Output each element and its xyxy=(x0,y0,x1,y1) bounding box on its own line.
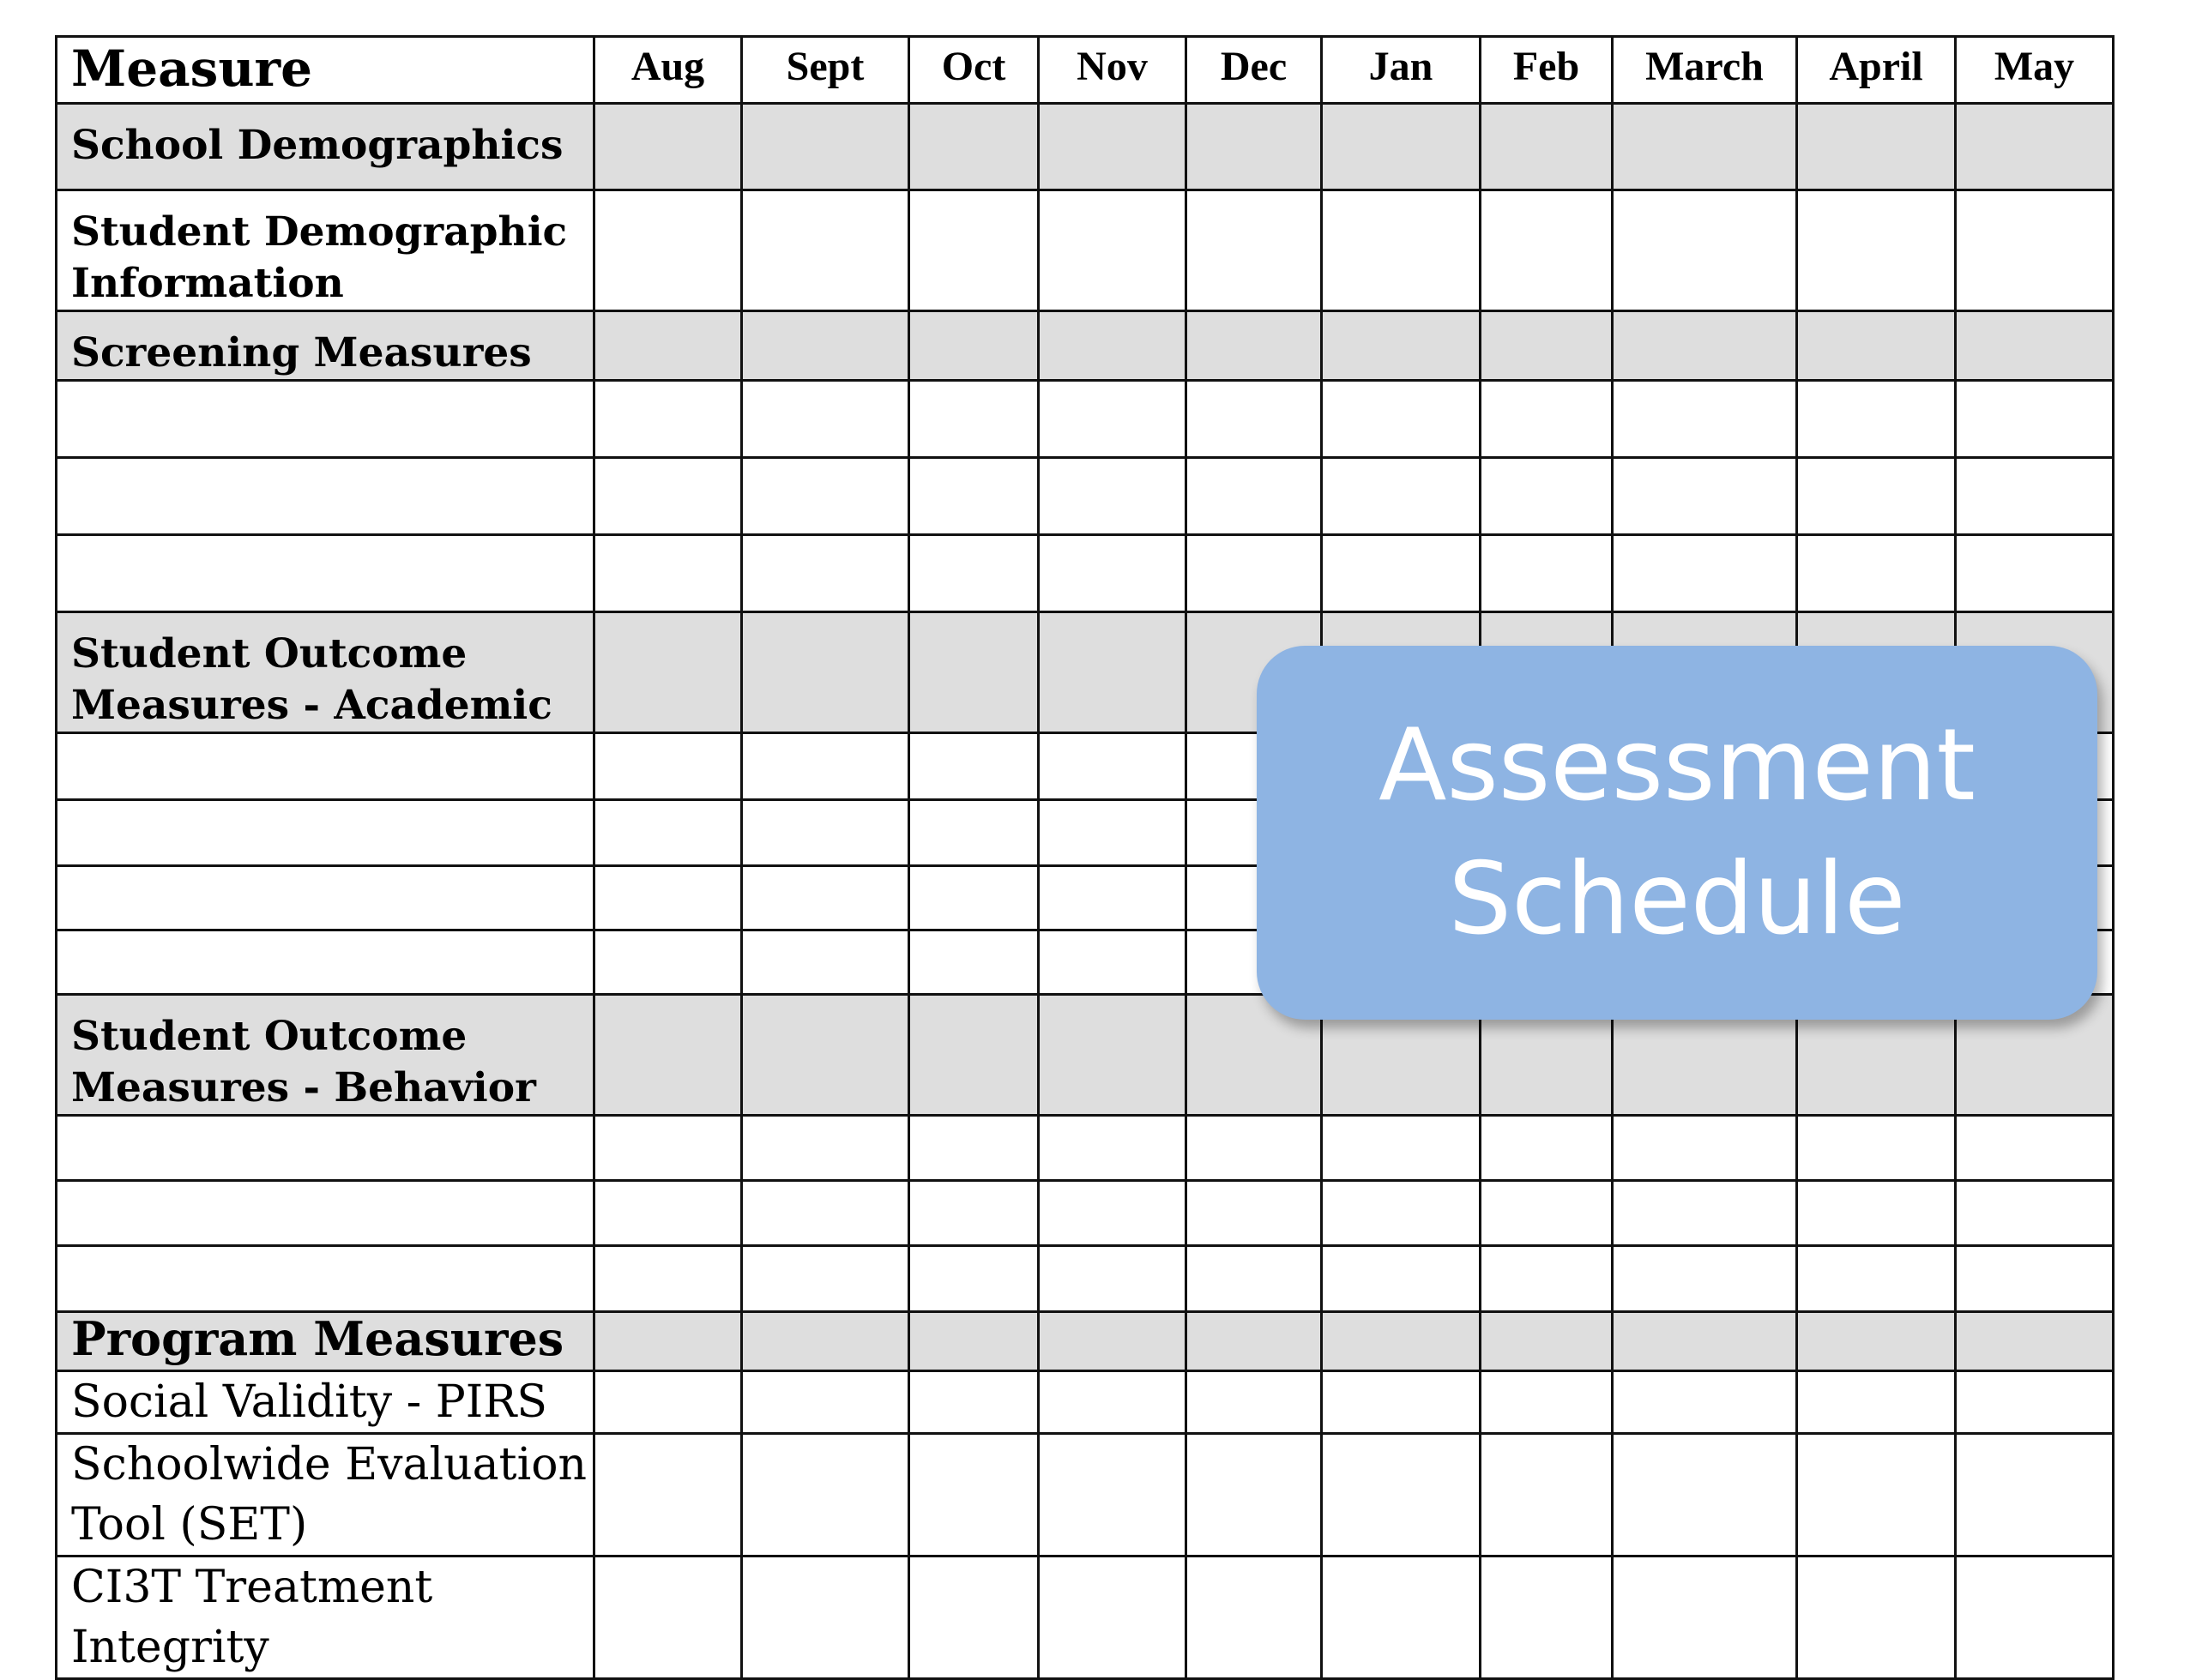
schedule-cell xyxy=(1613,1371,1797,1434)
schedule-cell xyxy=(1797,190,1956,311)
schedule-cell xyxy=(909,311,1039,381)
schedule-cell xyxy=(594,733,742,800)
schedule-cell xyxy=(1613,1246,1797,1312)
schedule-cell xyxy=(1186,104,1322,190)
measure-label: Social Validity - PIRS xyxy=(71,1376,548,1428)
schedule-cell xyxy=(742,800,909,866)
schedule-cell xyxy=(1322,311,1481,381)
schedule-cell xyxy=(1797,104,1956,190)
month-header: Jan xyxy=(1322,37,1481,104)
schedule-cell xyxy=(1613,1434,1797,1557)
schedule-cell xyxy=(1956,311,2114,381)
schedule-cell xyxy=(742,1116,909,1181)
measure-cell xyxy=(57,311,594,381)
schedule-cell xyxy=(594,800,742,866)
schedule-cell xyxy=(909,733,1039,800)
schedule-cell xyxy=(1956,1181,2114,1246)
schedule-cell xyxy=(1481,458,1613,535)
schedule-cell xyxy=(1039,381,1186,458)
schedule-cell xyxy=(594,1181,742,1246)
schedule-cell xyxy=(1039,458,1186,535)
schedule-cell xyxy=(909,458,1039,535)
blank-row xyxy=(57,458,2114,535)
schedule-cell xyxy=(1613,535,1797,612)
schedule-cell xyxy=(1481,1371,1613,1434)
schedule-cell xyxy=(1039,535,1186,612)
measure-cell xyxy=(57,104,594,190)
schedule-cell xyxy=(1186,1312,1322,1371)
schedule-cell xyxy=(742,733,909,800)
measure-cell xyxy=(57,866,594,930)
schedule-cell xyxy=(1186,1116,1322,1181)
schedule-cell xyxy=(1956,535,2114,612)
measure-cell xyxy=(57,1312,594,1371)
schedule-cell xyxy=(1186,1181,1322,1246)
measure-row xyxy=(57,190,2114,311)
measure-label: Program Measures xyxy=(71,1311,564,1366)
schedule-cell xyxy=(742,1371,909,1434)
schedule-cell xyxy=(1322,458,1481,535)
measure-label: Measures - Academic xyxy=(71,682,552,729)
schedule-cell xyxy=(1481,1246,1613,1312)
measure-cell xyxy=(57,930,594,995)
schedule-cell xyxy=(1039,995,1186,1116)
header-row xyxy=(57,37,2114,104)
schedule-cell xyxy=(1186,1434,1322,1557)
schedule-cell xyxy=(909,381,1039,458)
measure-label: Measures - Behavior xyxy=(71,1064,536,1111)
section-row xyxy=(57,104,2114,190)
schedule-cell xyxy=(1039,1312,1186,1371)
measure-column-header: Measure xyxy=(57,37,594,104)
blank-row xyxy=(57,1116,2114,1181)
schedule-cell xyxy=(1797,381,1956,458)
schedule-cell xyxy=(1039,190,1186,311)
schedule-cell xyxy=(1481,1312,1613,1371)
schedule-cell xyxy=(1956,458,2114,535)
schedule-cell xyxy=(1613,311,1797,381)
schedule-cell xyxy=(1039,1434,1186,1557)
schedule-cell xyxy=(742,1557,909,1679)
schedule-cell xyxy=(594,1434,742,1557)
schedule-cell xyxy=(594,866,742,930)
schedule-cell xyxy=(742,1181,909,1246)
schedule-cell xyxy=(1956,190,2114,311)
callout-title xyxy=(1379,699,1976,966)
schedule-cell xyxy=(1039,1371,1186,1434)
schedule-cell xyxy=(1481,381,1613,458)
schedule-cell xyxy=(909,1116,1039,1181)
schedule-cell xyxy=(909,995,1039,1116)
month-header: March xyxy=(1613,37,1797,104)
schedule-cell xyxy=(1039,612,1186,733)
schedule-cell xyxy=(1186,1371,1322,1434)
schedule-cell xyxy=(742,535,909,612)
schedule-cell xyxy=(1613,1116,1797,1181)
schedule-cell xyxy=(1322,1371,1481,1434)
month-header: Nov xyxy=(1039,37,1186,104)
schedule-cell xyxy=(1956,381,2114,458)
section-row xyxy=(57,1312,2114,1371)
schedule-cell xyxy=(742,1246,909,1312)
blank-row xyxy=(57,381,2114,458)
schedule-cell xyxy=(742,995,909,1116)
schedule-cell xyxy=(1797,1371,1956,1434)
schedule-cell xyxy=(1481,1181,1613,1246)
schedule-cell xyxy=(1186,190,1322,311)
schedule-cell xyxy=(909,190,1039,311)
month-header: Oct xyxy=(909,37,1039,104)
schedule-cell xyxy=(1186,1557,1322,1679)
schedule-cell xyxy=(1322,1434,1481,1557)
schedule-cell xyxy=(1956,1557,2114,1679)
schedule-cell xyxy=(1481,311,1613,381)
measure-cell xyxy=(57,190,594,311)
schedule-cell xyxy=(1039,930,1186,995)
schedule-cell xyxy=(1797,535,1956,612)
month-header: Feb xyxy=(1481,37,1613,104)
schedule-cell xyxy=(1039,104,1186,190)
schedule-cell xyxy=(909,1557,1039,1679)
schedule-cell xyxy=(1797,1312,1956,1371)
schedule-cell xyxy=(594,1557,742,1679)
schedule-cell xyxy=(1613,1557,1797,1679)
schedule-cell xyxy=(909,104,1039,190)
schedule-cell xyxy=(594,535,742,612)
schedule-cell xyxy=(1322,1181,1481,1246)
blank-row xyxy=(57,1246,2114,1312)
schedule-cell xyxy=(1322,190,1481,311)
schedule-cell xyxy=(1797,1246,1956,1312)
month-header: Aug xyxy=(594,37,742,104)
month-header: April xyxy=(1797,37,1956,104)
schedule-cell xyxy=(1956,1312,2114,1371)
schedule-cell xyxy=(742,381,909,458)
measure-label: Integrity xyxy=(71,1622,269,1673)
measure-cell xyxy=(57,1434,594,1557)
schedule-cell xyxy=(594,1371,742,1434)
schedule-cell xyxy=(1322,104,1481,190)
schedule-cell xyxy=(1186,381,1322,458)
schedule-cell xyxy=(909,930,1039,995)
schedule-cell xyxy=(742,866,909,930)
schedule-cell xyxy=(1039,866,1186,930)
schedule-cell xyxy=(909,1434,1039,1557)
measure-cell xyxy=(57,612,594,733)
schedule-cell xyxy=(909,535,1039,612)
measure-cell xyxy=(57,733,594,800)
schedule-cell xyxy=(742,458,909,535)
measure-cell xyxy=(57,535,594,612)
measure-label: Student Demographic xyxy=(71,208,568,256)
schedule-cell xyxy=(1797,1181,1956,1246)
schedule-cell xyxy=(909,866,1039,930)
measure-cell xyxy=(57,800,594,866)
schedule-cell xyxy=(742,612,909,733)
schedule-cell xyxy=(742,104,909,190)
measure-label: CI3T Treatment xyxy=(71,1562,433,1613)
measure-label: Student Outcome xyxy=(71,1013,468,1060)
schedule-cell xyxy=(1322,1116,1481,1181)
schedule-cell xyxy=(909,1371,1039,1434)
schedule-cell xyxy=(1613,381,1797,458)
measure-label: Student Outcome xyxy=(71,630,468,677)
schedule-cell xyxy=(909,1181,1039,1246)
schedule-cell xyxy=(909,612,1039,733)
schedule-cell xyxy=(1039,1181,1186,1246)
schedule-cell xyxy=(1039,733,1186,800)
measure-label: School Demographics xyxy=(71,122,564,169)
schedule-cell xyxy=(1322,535,1481,612)
month-header: Sept xyxy=(742,37,909,104)
month-header: May xyxy=(1956,37,2114,104)
schedule-cell xyxy=(1797,311,1956,381)
schedule-cell xyxy=(1322,1557,1481,1679)
schedule-cell xyxy=(1613,190,1797,311)
schedule-cell xyxy=(1797,1434,1956,1557)
schedule-cell xyxy=(909,1312,1039,1371)
schedule-cell xyxy=(1481,190,1613,311)
measure-row xyxy=(57,1434,2114,1557)
schedule-cell xyxy=(1186,535,1322,612)
blank-row xyxy=(57,1181,2114,1246)
schedule-cell xyxy=(594,1116,742,1181)
schedule-cell xyxy=(594,381,742,458)
measure-cell xyxy=(57,458,594,535)
schedule-cell xyxy=(594,995,742,1116)
schedule-cell xyxy=(594,930,742,995)
schedule-cell xyxy=(1186,311,1322,381)
schedule-cell xyxy=(1481,1116,1613,1181)
schedule-cell xyxy=(1481,1434,1613,1557)
schedule-cell xyxy=(742,311,909,381)
schedule-cell xyxy=(1322,1246,1481,1312)
schedule-cell xyxy=(594,612,742,733)
schedule-cell xyxy=(1956,1246,2114,1312)
measure-cell xyxy=(57,1181,594,1246)
schedule-cell xyxy=(1613,1312,1797,1371)
measure-label: Tool (SET) xyxy=(71,1499,308,1551)
schedule-cell xyxy=(742,190,909,311)
month-header: Dec xyxy=(1186,37,1322,104)
schedule-cell xyxy=(1956,104,2114,190)
schedule-cell xyxy=(1481,104,1613,190)
schedule-cell xyxy=(1797,1116,1956,1181)
schedule-cell xyxy=(909,1246,1039,1312)
measure-cell xyxy=(57,995,594,1116)
measure-label: Information xyxy=(71,260,344,307)
schedule-cell xyxy=(1039,1116,1186,1181)
schedule-cell xyxy=(1039,1557,1186,1679)
schedule-cell xyxy=(742,1312,909,1371)
schedule-cell xyxy=(1613,458,1797,535)
measure-cell xyxy=(57,1116,594,1181)
schedule-cell xyxy=(594,1246,742,1312)
measure-label: Schoolwide Evaluation xyxy=(71,1439,587,1490)
schedule-cell xyxy=(1956,1116,2114,1181)
schedule-cell xyxy=(594,458,742,535)
schedule-cell xyxy=(594,1312,742,1371)
schedule-cell xyxy=(1797,458,1956,535)
schedule-cell xyxy=(594,190,742,311)
measure-cell xyxy=(57,1246,594,1312)
section-row xyxy=(57,311,2114,381)
schedule-cell xyxy=(594,311,742,381)
callout-line: Schedule xyxy=(1448,841,1906,957)
schedule-cell xyxy=(1039,311,1186,381)
measure-row xyxy=(57,1371,2114,1434)
schedule-cell xyxy=(1613,104,1797,190)
blank-row xyxy=(57,535,2114,612)
assessment-schedule-callout xyxy=(1257,646,2097,1020)
schedule-cell xyxy=(1186,1246,1322,1312)
schedule-cell xyxy=(1322,381,1481,458)
schedule-cell xyxy=(1481,535,1613,612)
measure-cell xyxy=(57,1371,594,1434)
callout-line: Assessment xyxy=(1379,708,1976,823)
schedule-cell xyxy=(909,800,1039,866)
measure-cell xyxy=(57,1557,594,1679)
schedule-cell xyxy=(1186,458,1322,535)
schedule-cell xyxy=(742,1434,909,1557)
schedule-cell xyxy=(594,104,742,190)
schedule-cell xyxy=(1039,1246,1186,1312)
measure-cell xyxy=(57,381,594,458)
schedule-cell xyxy=(1956,1434,2114,1557)
schedule-cell xyxy=(742,930,909,995)
schedule-cell xyxy=(1797,1557,1956,1679)
measure-row xyxy=(57,1557,2114,1679)
schedule-cell xyxy=(1039,800,1186,866)
schedule-cell xyxy=(1481,1557,1613,1679)
schedule-cell xyxy=(1613,1181,1797,1246)
measure-label: Screening Measures xyxy=(71,329,532,376)
schedule-cell xyxy=(1322,1312,1481,1371)
schedule-cell xyxy=(1956,1371,2114,1434)
